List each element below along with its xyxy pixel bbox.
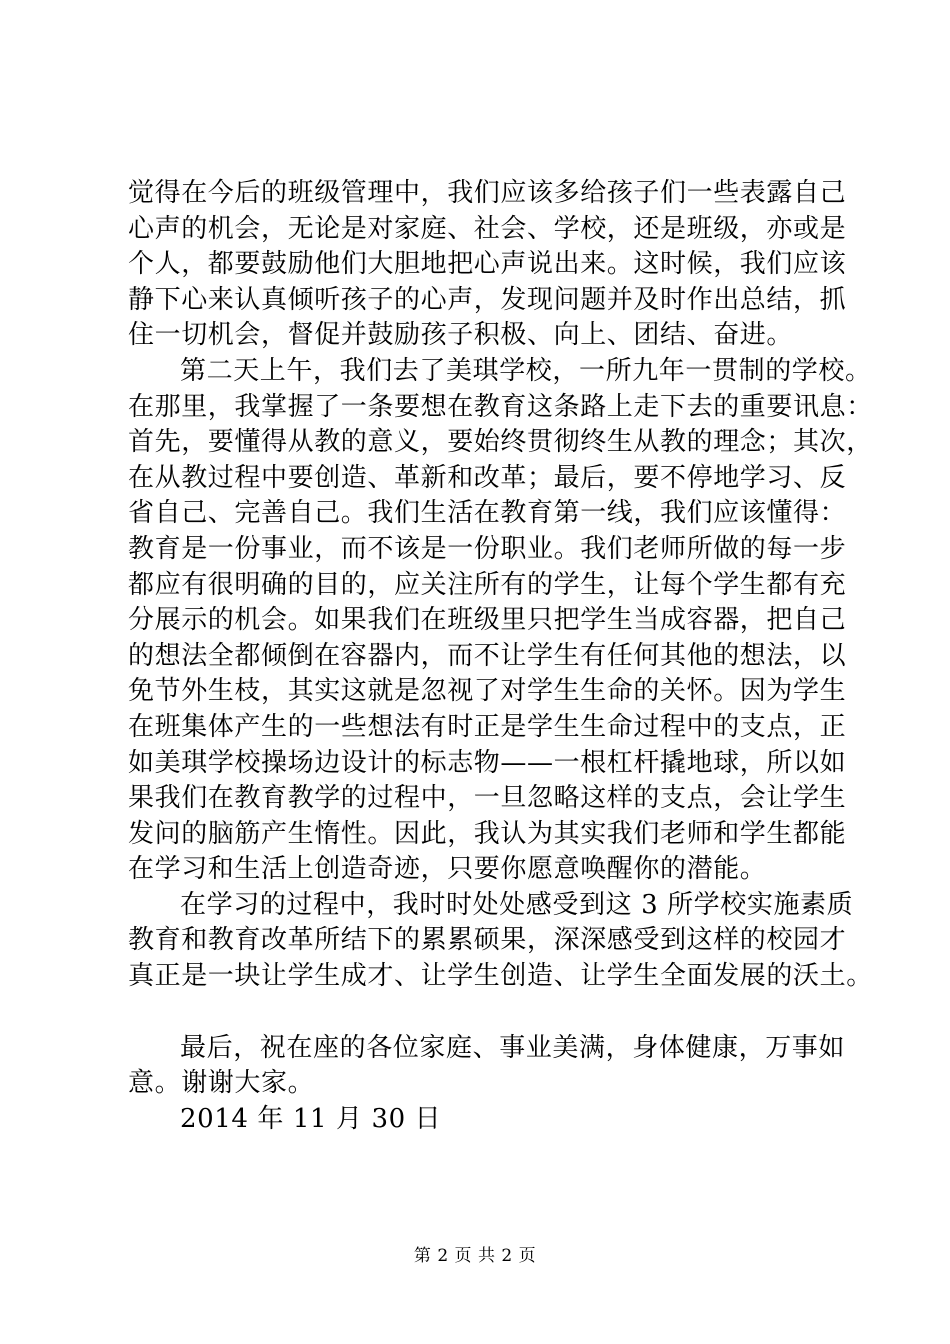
text-line: 住一切机会，督促并鼓励孩子积极、向上、团结、奋进。 — [128, 320, 794, 351]
text-line: 在那里，我掌握了一条要想在教育这条路上走下去的重要讯息： — [128, 391, 873, 422]
text-line: 果我们在教育教学的过程中，一旦忽略这样的支点，会让学生 — [128, 783, 847, 814]
text-line: 都应有很明确的目的，应关注所有的学生，让每个学生都有充 — [128, 569, 847, 600]
text-line: 觉得在今后的班级管理中，我们应该多给孩子们一些表露自己 — [128, 178, 847, 208]
blank-line — [128, 995, 858, 1031]
text-line: 教育是一份事业，而不该是一份职业。我们老师所做的每一步 — [128, 533, 847, 564]
text-line: 在学习和生活上创造奇迹，只要你愿意唤醒你的潜能。 — [128, 854, 767, 885]
text-line: 教育和教育改革所结下的累累硕果，深深感受到这样的校园才 — [128, 925, 847, 956]
text-line: 首先，要懂得从教的意义，要始终贯彻终生从教的理念；其次， — [128, 427, 873, 458]
document-date: 2014 年 11 月 30 日 — [180, 1103, 442, 1134]
text-line: 免节外生枝，其实这就是忽视了对学生生命的关怀。因为学生 — [128, 676, 847, 707]
document-body — [128, 176, 873, 1137]
text-line: 最后，祝在座的各位家庭、事业美满，身体健康，万事如 — [180, 1032, 846, 1063]
text-line: 如美琪学校操场边设计的标志物——一根杠杆撬地球，所以如 — [128, 747, 847, 778]
text-line: 心声的机会，无论是对家庭、社会、学校，还是班级，亦或是 — [128, 213, 847, 244]
text-line: 省自己、完善自己。我们生活在教育第一线，我们应该懂得： — [128, 498, 847, 529]
paragraph — [128, 354, 873, 888]
text-line: 第二天上午，我们去了美琪学校，一所九年一贯制的学校。 — [180, 355, 872, 386]
text-line: 意。谢谢大家。 — [128, 1068, 315, 1099]
text-line: 静下心来认真倾听孩子的心声，发现问题并及时作出总结，抓 — [128, 284, 847, 315]
text-line: 在从教过程中要创造、革新和改革；最后，要不停地学习、反 — [128, 462, 847, 493]
paragraph — [128, 1031, 858, 1102]
text-line: 在学习的过程中，我时时处处感受到这 3 所学校实施素质 — [180, 889, 854, 920]
text-line: 的想法全都倾倒在容器内，而不让学生有任何其他的想法，以 — [128, 640, 847, 671]
text-line: 真正是一块让学生成才、让学生创造、让学生全面发展的沃土。 — [128, 961, 873, 992]
paragraph — [128, 888, 873, 995]
text-line: 分展示的机会。如果我们在班级里只把学生当成容器，把自己 — [128, 605, 847, 636]
text-line: 在班集体产生的一些想法有时正是学生生命过程中的支点，正 — [128, 711, 847, 742]
text-line: 个人，都要鼓励他们大胆地把心声说出来。这时候，我们应该 — [128, 249, 847, 280]
paragraph — [128, 176, 858, 354]
text-line: 发问的脑筋产生惰性。因此，我认为其实我们老师和学生都能 — [128, 818, 847, 849]
page-number: 第 2 页 共 2 页 — [413, 1246, 537, 1266]
page-footer — [0, 1245, 950, 1267]
